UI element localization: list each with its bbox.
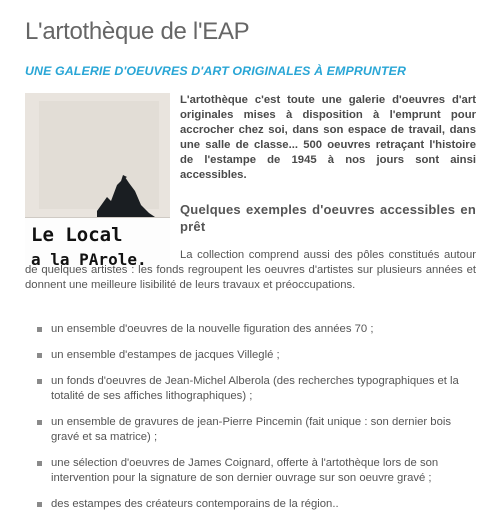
list-item <box>37 456 477 486</box>
bullet-icon <box>37 379 42 384</box>
list-item <box>37 374 477 404</box>
bullet-icon <box>37 327 42 332</box>
list-item-text: une sélection d'oeuvres de James Coignard, offerte à l'artothèque lors de son intervention pour la signature de son dernier ouvrage sur son oeuvre gravé ; <box>51 457 439 484</box>
page-subtitle: UNE GALERIE D'OEUVRES D'ART ORIGINALES À EMPRUNTER <box>25 64 407 78</box>
artwork-caption-line2: a la PArole. <box>31 250 147 269</box>
bullet-icon <box>37 502 42 507</box>
list-item <box>37 322 477 337</box>
list-item-text: un ensemble de gravures de jean-Pierre Pincemin (fait unique : son dernier bois gravé et sa matrice) ; <box>51 416 452 443</box>
artwork-illustration <box>25 93 170 271</box>
bullet-icon <box>37 420 42 425</box>
list-item <box>37 497 477 512</box>
list-item <box>37 348 477 363</box>
intro-paragraph: L'artothèque c'est toute une galerie d'oeuvres d'art originales mises à disposition à l'emprunt pour accrocher chez soi, dans son espace de travail, dans une salle de classe... 500 oeuvres retraçant l'histoire de l'estampe de 1945 à nos jours sont ainsi accessibles. <box>180 94 476 181</box>
list-item-text: des estampes des créateurs contemporains de la région.. <box>51 498 339 510</box>
list-item-text: un ensemble d'estampes de jacques Villeglé ; <box>51 349 280 361</box>
bullet-icon <box>37 461 42 466</box>
bullet-icon <box>37 353 42 358</box>
artwork-image <box>25 93 170 271</box>
page-title: L'artothèque de l'EAP <box>25 18 250 45</box>
section-heading: Quelques exemples d'oeuvres accessibles en prêt <box>180 202 476 234</box>
intro-block <box>180 93 476 235</box>
section-paragraph: La collection comprend aussi des pôles constitués autour de quelques artistes : les fonds regroupent les oeuvres d'artistes sur plusieurs années et donnent une meilleure lisibilité de leurs travaux et préoccupations. <box>25 249 476 292</box>
list-item-text: un fonds d'oeuvres de Jean-Michel Alberola (des recherches typographiques et la totalité de ses affiches lithographiques) ; <box>51 375 459 402</box>
works-list <box>37 322 477 523</box>
list-item <box>37 415 477 445</box>
artwork-caption-line1: Le Local <box>31 224 123 246</box>
list-item-text: un ensemble d'oeuvres de la nouvelle figuration des années 70 ; <box>51 323 374 335</box>
